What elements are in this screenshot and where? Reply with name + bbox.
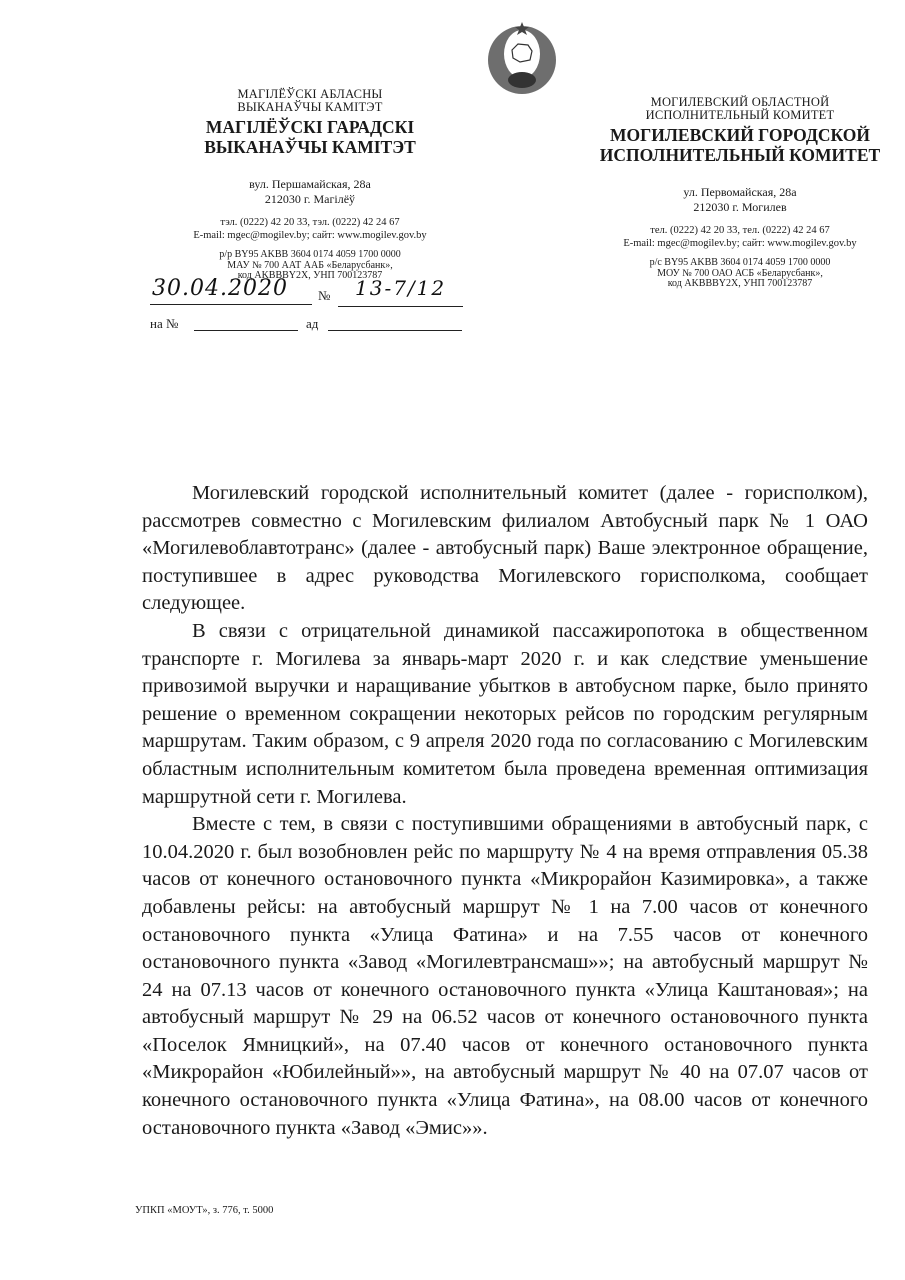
letterhead-belarusian — [150, 88, 470, 282]
bank-code: код AKBBBY2X, УНП 700123787 — [667, 278, 813, 290]
handwritten-date: 30.04.2020 — [152, 276, 288, 301]
belarus-coat-of-arms-icon — [484, 16, 560, 98]
org-title-line1: МОГИЛЕВСКИЙ ГОРОДСКОЙ — [610, 125, 870, 146]
number-label: № — [318, 288, 331, 303]
paragraph-restored-trips: Вместе с тем, в связи с поступившими обращениями в автобусный парк, с 10.04.2020 г. был возобновлен рейс по маршруту № 4 на время отправления 05.38 часов от конечного остановочного пункта «Микрорайон Казимировка», а также добавлены рейсы: на автобусный маршрут № 1 на 7.00 часов от конечного остановочного пункта «Улица Фатина» и на 7.55 часов от конечного остановочного пункта «Завод «Могилевтрансмаш»»; на автобусный маршрут № 24 на 07.13 часов от конечного остановочного пункта «Улица Каштановая»; на автобусный маршрут № 29 на 06.52 часов от конечного остановочного пункта «Поселок Ямницкий», на 07.40 часов от конечного остановочного пункта «Микрорайон «Юбилейный»», на автобусный маршрут № 40 на 07.07 часов от конечного остановочного пункта «Улица Фатина», на 08.00 часов от конечного остановочного пункта «Завод «Эмис»». — [142, 813, 868, 1139]
from-label: ад — [306, 316, 319, 331]
reply-number-blank — [194, 330, 298, 331]
bank-branch: МОУ № 700 ОАО АСБ «Беларусбанк», — [657, 267, 823, 279]
bank-account: р/р BY95 AKBB 3604 0174 4059 1700 0000 — [219, 249, 401, 261]
date-underline — [150, 304, 312, 305]
bank-details — [592, 258, 888, 290]
bank-code: код AKBBBY2X, УНП 700123787 — [237, 270, 383, 282]
address-city: 212030 г. Могилев — [693, 200, 787, 215]
address-street: ул. Первомайская, 28а — [683, 184, 797, 199]
paragraph-route-optimization: В связи с отрицательной динамикой пассажиропотока в общественном транспорте г. Могилева за январь-март 2020 г. и как следствие уменьшение привозимой выручки и наращивание убытков в автобусном парке, было принято решение о временном сокращении некоторых рейсов по городским регулярным маршрутам. Таким образом, с 9 апреля 2020 года по согласованию с Могилевским областным исполнительным комитетом была проведена временная оптимизация маршрутной сети г. Могилева. — [142, 619, 868, 808]
reply-to-label: на № — [150, 316, 179, 331]
letterhead-russian — [592, 96, 888, 290]
print-info-footer: УПКП «МОУТ», з. 776, т. 5000 — [135, 1205, 274, 1216]
org-title — [150, 118, 470, 157]
parent-org-line2: ИСПОЛНИТЕЛЬНЫЙ КОМИТЕТ — [645, 108, 835, 123]
contacts — [150, 216, 470, 242]
bank-account: р/с BY95 AKBB 3604 0174 4059 1700 0000 — [649, 257, 831, 269]
org-title-line2: ВЫКАНАЎЧЫ КАМІТЭТ — [204, 136, 416, 157]
handwritten-number: 13-7/12 — [355, 276, 447, 300]
reply-date-blank — [328, 330, 462, 331]
contacts — [592, 224, 888, 250]
letter-body — [142, 480, 868, 1142]
address-city: 212030 г. Магілёў — [264, 192, 356, 207]
address — [592, 185, 888, 216]
reply-reference-line — [150, 316, 465, 338]
phone-line: тэл. (0222) 42 20 33, тэл. (0222) 42 24 67 — [220, 216, 400, 228]
org-title-line1: МАГІЛЁЎСКІ ГАРАДСКІ — [205, 117, 415, 138]
parent-org-line1: МОГИЛЕВСКИЙ ОБЛАСТНОЙ — [650, 95, 830, 109]
number-underline — [338, 306, 463, 307]
address — [150, 177, 470, 208]
org-title — [592, 126, 888, 165]
org-title-line2: ИСПОЛНИТЕЛЬНЫЙ КОМИТЕТ — [599, 144, 881, 165]
bank-branch: МАУ № 700 ААТ ААБ «Беларусбанк», — [227, 259, 393, 271]
parent-org-line2: ВЫКАНАЎЧЫ КАМІТЭТ — [237, 100, 383, 115]
registration-line — [150, 278, 465, 306]
phone-line: тел. (0222) 42 20 33, тел. (0222) 42 24 67 — [650, 224, 830, 236]
paragraph-intro: Могилевский городской исполнительный комитет (далее - горисполком), рассмотрев совместно с Могилевским филиалом Автобусный парк № 1 ОАО «Могилевоблавтотранс» (далее - автобусный парк) Ваше электронное обращение, поступившее в адрес руководства Могилевского горисполкома, сообщает следующее. — [142, 482, 868, 615]
address-street: вул. Першамайская, 28а — [249, 176, 371, 191]
email-site-line: E-mail: mgec@mogilev.by; сайт: www.mogilev.gov.by — [623, 238, 857, 250]
parent-org-line1: МАГІЛЁЎСКІ АБЛАСНЫ — [237, 87, 383, 101]
email-site-line: E-mail: mgec@mogilev.by; сайт: www.mogilev.gov.by — [193, 230, 427, 242]
